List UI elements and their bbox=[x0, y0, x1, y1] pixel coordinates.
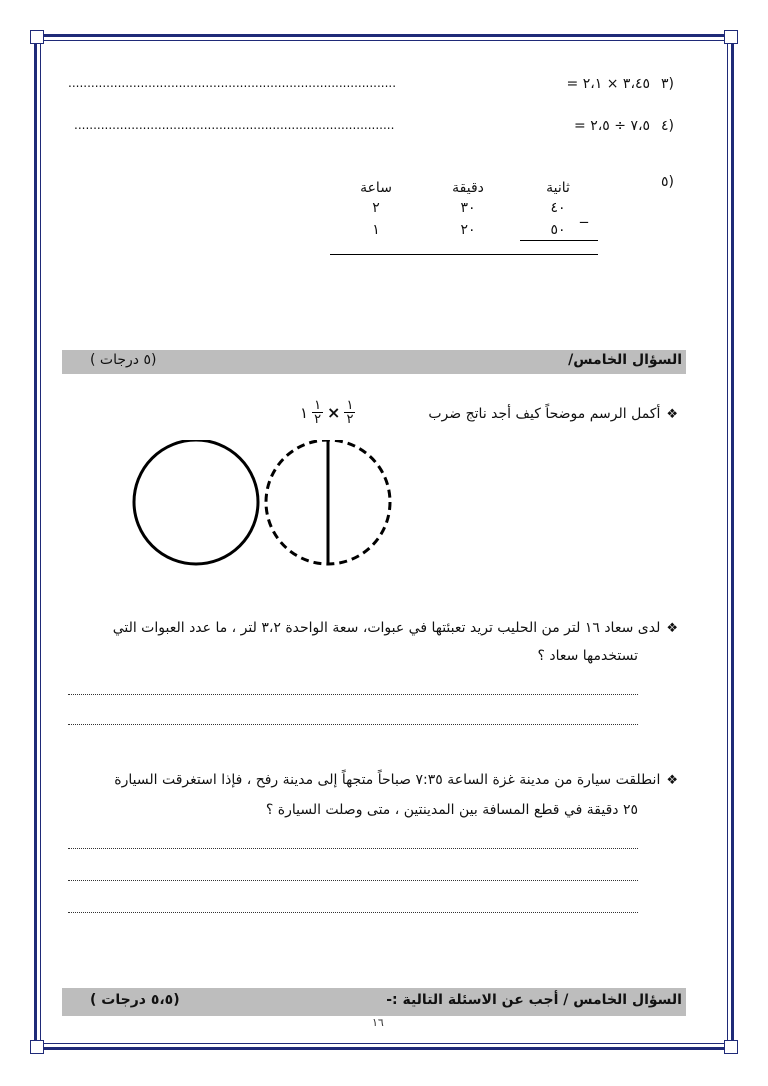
row2-minutes: ٢٠ bbox=[460, 222, 476, 238]
section-header-band bbox=[62, 350, 686, 374]
diamond-bullet-icon: ❖ bbox=[666, 772, 678, 788]
header-hours: ساعة bbox=[360, 180, 392, 196]
row2-hours: ١ bbox=[372, 222, 380, 238]
fraction-left-denominator: ٢ bbox=[314, 412, 322, 427]
section-title: السؤال الخامس/ bbox=[568, 352, 682, 368]
fraction-right-denominator: ٢ bbox=[346, 412, 354, 427]
q3-answer-line[interactable]: ...................................................................................... bbox=[68, 76, 397, 90]
next-section-header-band bbox=[62, 988, 686, 1016]
item2-text-line2: تستخدمها سعاد ؟ bbox=[537, 648, 638, 664]
item3-answer-line-3[interactable] bbox=[68, 912, 638, 913]
fraction-circles-diagram bbox=[126, 440, 396, 570]
corner-ornament-bottom-right bbox=[724, 1040, 738, 1054]
q4-number: (٤ bbox=[661, 118, 674, 134]
corner-ornament-top-left bbox=[30, 30, 44, 44]
item2-text-line1: لدى سعاد ١٦ لتر من الحليب تريد تعبئتها في عبوات، سعة الواحدة ٣،٢ لتر ، ما عدد العبوات التي bbox=[112, 620, 661, 636]
q3-number: (٣ bbox=[661, 76, 674, 92]
section-marks: (٥ درجات ) bbox=[90, 352, 157, 368]
diamond-bullet-icon: ❖ bbox=[666, 406, 678, 422]
times-sign: × bbox=[327, 403, 341, 422]
whole-circle-empty[interactable] bbox=[134, 440, 258, 564]
fraction-right bbox=[344, 399, 355, 426]
item1-text: أكمل الرسم موضحاً كيف أجد ناتج ضرب bbox=[428, 406, 661, 422]
item3-answer-line-2[interactable] bbox=[68, 880, 638, 881]
row2-seconds: ٥٠ bbox=[550, 222, 566, 238]
next-section-marks: (٥،٥ درجات ) bbox=[90, 992, 180, 1008]
item2-answer-line-1[interactable] bbox=[68, 694, 638, 695]
item3-text-line2: ٢٥ دقيقة في قطع المسافة بين المدينتين ، متى وصلت السيارة ؟ bbox=[265, 802, 638, 818]
row1-minutes: ٣٠ bbox=[460, 200, 476, 216]
next-section-title: السؤال الخامس / أجب عن الاسئلة التالية :- bbox=[386, 992, 682, 1008]
fraction-left bbox=[312, 399, 323, 426]
fraction-right-numerator: ١ bbox=[346, 398, 354, 413]
item3-answer-line-1[interactable] bbox=[68, 848, 638, 849]
item3-text-line1: انطلقت سيارة من مدينة غزة الساعة ٧:٣٥ صباحاً متجهاً إلى مدينة رفح ، فإذا استغرقت السيارة bbox=[114, 772, 661, 788]
item2-line1 bbox=[113, 620, 678, 636]
multiplication-expression bbox=[300, 399, 359, 426]
header-minutes: دقيقة bbox=[452, 180, 484, 196]
q4-answer-line[interactable]: .................................................................................... bbox=[74, 118, 395, 132]
q4-expression: ٧،٥ ÷ ٢،٥ = bbox=[574, 118, 650, 134]
subtract-operator: _ bbox=[580, 204, 588, 223]
diamond-bullet-icon: ❖ bbox=[666, 620, 678, 636]
whole-number: ١ bbox=[300, 403, 309, 422]
result-line[interactable] bbox=[330, 254, 598, 255]
corner-ornament-top-right bbox=[724, 30, 738, 44]
item1-line bbox=[428, 406, 678, 422]
fraction-left-numerator: ١ bbox=[314, 398, 322, 413]
item3-line1 bbox=[114, 772, 678, 788]
q5-number: (٥ bbox=[661, 174, 674, 190]
item2-answer-line-2[interactable] bbox=[68, 724, 638, 725]
row1-hours: ٢ bbox=[372, 200, 380, 216]
subtract-line-short bbox=[520, 240, 598, 241]
row1-seconds: ٤٠ bbox=[550, 200, 566, 216]
corner-ornament-bottom-left bbox=[30, 1040, 44, 1054]
header-seconds: ثانية bbox=[546, 180, 570, 196]
page-number: ١٦ bbox=[372, 1016, 384, 1029]
q3-expression: ٣،٤٥ × ٢،١ = bbox=[566, 76, 650, 92]
